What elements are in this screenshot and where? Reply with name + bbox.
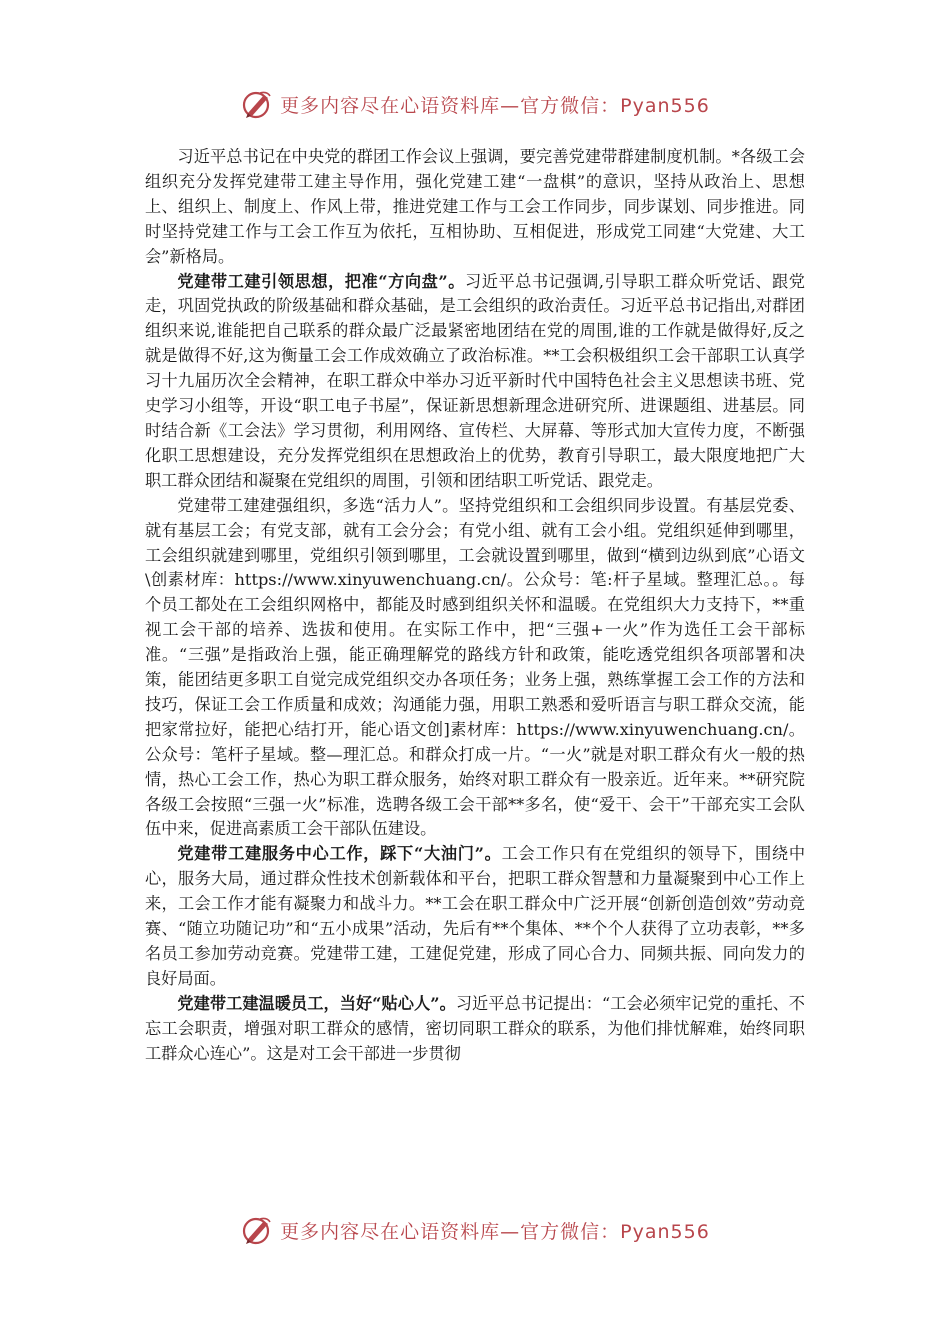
paragraph-5-text: 习近平总书记提出：“工会必须牢记党的重托、不忘工会职责，增强对职工群众的感情，密切同职工群众的联系，为他们排忧解难，始终同职工群众心连心”。这是对工会干部进一步贯彻 [145,993,805,1063]
paragraph-3 [145,494,805,843]
header-banner-text: 更多内容尽在心语资料库—官方微信：Pyan556 [280,94,710,117]
paragraph-2-lead: 党建带工建引领思想，把准“方向盘”。 [177,271,465,291]
paragraph-1-text: 习近平总书记在中央党的群团工作会议上强调，要完善党建带群建制度机制。*各级工会组织充分发挥党建带工建主导作用，强化党建工建“一盘棋”的意识，坚持从政治上、思想上、组织上、制度上、作风上带，推进党建工作与工会工作同步，同步谋划、同步推进。同时坚持党建工作与工会工作互为依托，互相协助、互相促进，形成党工同建“大党建、大工会”新格局。 [145,147,805,266]
paragraph-5 [145,992,805,1067]
paragraph-4-lead: 党建带工建服务中心工作，踩下“大油门”。 [177,844,502,864]
paragraph-3-text: 党建带工建建强组织，多选“活力人”。坚持党组织和工会组织同步设置。有基层党委、就有基层工会；有党支部，就有工会分会；有党小组、就有工会小组。党组织延伸到哪里，工会组织就建到哪里，党组织引领到哪里，工会就设置到哪里，做到“横到边纵到底”心语文\创素材库：https://www.xinyuwenchuang.cn/。公众号：笔:杆子星域。整理汇总。。每个员工都处在工会组织网格中，都能及时感到组织关怀和温暖。在党组织大力支持下，**重视工会干部的培养、选拔和使用。在实际工作中，把“三强+一火”作为选任工会干部标准。“三强”是指政治上强，能正确理解党的路线方针和政策，能吃透党组织各项部署和决策，能团结更多职工自觉完成党组织交办各项任务；业务上强，熟练掌握工会工作的方法和技巧，保证工会工作质量和成效；沟通能力强，用职工熟悉和爱听语言与职工群众交流，能把家常拉好，能把心结打开，能心语文创]素材库：https://www.xinyuwenchuang.cn/。公众号：笔杆子星域。整—理汇总。和群众打成一片。“一火”就是对职工群众有火一般的热情，热心工会工作，热心为职工群众服务，始终对职工群众有一股亲近。近年来。**研究院各级工会按照“三强一火”标准，选聘各级工会干部**多名，使“爱干、会干”干部充实工会队伍中来，促进高素质工会干部队伍建设。 [145,495,805,839]
pen-logo-icon [240,87,274,121]
paragraph-4-text: 工会工作只有在党组织的领导下，围绕中心，服务大局，通过群众性技术创新载体和平台，把职工群众智慧和力量凝聚到中心工作上来，工会工作才能有凝聚力和战斗力。**工会在职工群众中广泛开展“创新创造创效”劳动竞赛、“随立功随记功”和“五小成果”活动，先后有**个集体、**个个人获得了立功表彰，**多名员工参加劳动竞赛。党建带工建，工建促党建，形成了同心合力、同频共振、同向发力的良好局面。 [145,844,806,988]
paragraph-2 [145,270,805,494]
paragraph-5-lead: 党建带工建温暖员工，当好“贴心人”。 [177,993,456,1013]
header-banner [0,82,950,126]
paragraph-2-text: 习近平总书记强调,引导职工群众听党话、跟党走，巩固党执政的阶级基础和群众基础，是工会组织的政治责任。习近平总书记指出,对群团组织来说,谁能把自己联系的群众最广泛最紧密地团结在党的周围,谁的工作就是做得好,反之就是做得不好,这为衡量工会工作成效确立了政治标准。**工会积极组织工会干部职工认真学习十九届历次全会精神，在职工群众中举办习近平新时代中国特色社会主义思想读书班、党史学习小组等，开设“职工电子书屋”，保证新思想新理念进研究所、进课题组、进基层。同时结合新《工会法》学习贯彻，利用网络、宣传栏、大屏幕、等形式加大宣传力度，不断强化职工思想建设，充分发挥党组织在思想政治上的优势，教育引导职工，最大限度地把广大职工群众团结和凝聚在党组织的周围，引领和团结职工听党话、跟党走。 [145,271,805,490]
pen-logo-icon [240,1213,274,1247]
footer-banner [0,1208,950,1252]
paragraph-1 [145,145,805,270]
footer-banner-text: 更多内容尽在心语资料库—官方微信：Pyan556 [280,1220,710,1243]
paragraph-4 [145,842,805,991]
article-body [145,145,805,1067]
